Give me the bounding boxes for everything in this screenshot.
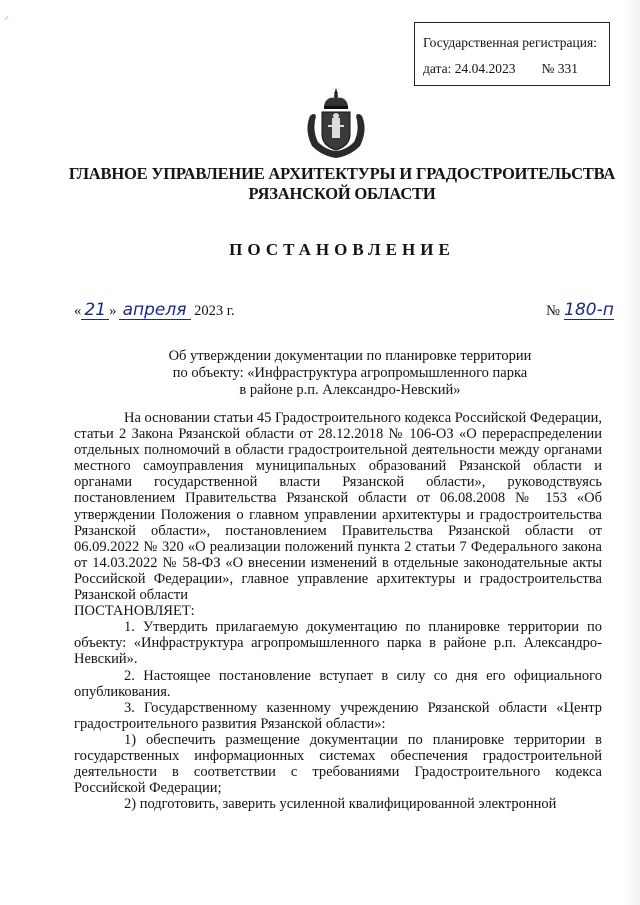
open-quote: «	[74, 303, 82, 319]
subject-line-3: в районе р.п. Александро-Невский»	[239, 382, 461, 398]
clause-1: 1. Утвердить прилагаемую документацию по планировке территории по объекту: «Инфраструктура агропромышленного парка в районе р.п. Александро-Невский».	[74, 619, 602, 668]
document-subject	[100, 348, 600, 399]
resolves-heading: ПОСТАНОВЛЯЕТ:	[74, 603, 195, 620]
handwritten-number: 180-п	[564, 300, 614, 320]
clause-3: 3. Государственному казенному учреждению Рязанской области «Центр градостроительного развития Рязанской области»:	[74, 699, 602, 732]
subject-line-2: по объекту: «Инфраструктура агропромышленного парка	[172, 365, 528, 381]
registration-number: № 331	[541, 61, 578, 76]
document-type-title: ПОСТАНОВЛЕНИЕ	[229, 240, 455, 259]
registration-date: дата: 24.04.2023	[423, 61, 516, 76]
organization-name	[50, 164, 634, 204]
handwritten-day: 21	[81, 301, 109, 320]
close-quote: »	[109, 303, 117, 319]
clause-2: 2. Настоящее постановление вступает в силу со дня его официального опубликования.	[74, 667, 602, 700]
registration-stamp	[414, 22, 610, 86]
number-label: №	[546, 303, 560, 319]
clause-3-item-1: 1) обеспечить размещение документации по планировке территории в государственных информационных системах обеспечения градостроительной деятельности в соответствии с требованиями Градостроительного кодекса Российской Федерации;	[74, 731, 602, 797]
organization-line-1: ГЛАВНОЕ УПРАВЛЕНИЕ АРХИТЕКТУРЫ И ГРАДОСТРОИТЕЛЬСТВА	[68, 164, 616, 183]
corner-mark-icon: ⸝	[4, 11, 9, 22]
document-body	[74, 410, 602, 812]
document-year: 2023 г.	[194, 303, 235, 319]
document-date	[74, 301, 235, 320]
document-number	[546, 301, 614, 320]
clause-3-item-2: 2) подготовить, заверить усиленной квалифицированной электронной	[124, 796, 557, 813]
registration-title: Государственная регистрация:	[423, 35, 597, 50]
preamble-paragraph: На основании статьи 45 Градостроительного кодекса Российской Федерации, статьи 2 Закона Рязанской области от 28.12.2018 № 106-ОЗ «О перераспределении отдельных полномочий в области градостроительной деятельности между органами местного самоуправления муниципальных образований Рязанской области и органами государственной власти Рязанской области», руководствуясь постановлением Правительства Рязанской области от 06.08.2008 № 153 «Об утверждении Положения о главном управлении архитектуры и градостроительства Рязанской области», постановлением Правительства Рязанской области от 06.09.2022 № 320 «О реализации положений пункта 2 статьи 7 Федерального закона от 14.03.2022 № 58-ФЗ «О внесении изменений в отдельные законодательные акты Российской Федерации», главное управление архитектуры и градостроительства Рязанской области	[74, 410, 602, 604]
handwritten-month: апреля	[119, 301, 191, 320]
organization-line-2: РЯЗАНСКОЙ ОБЛАСТИ	[248, 184, 436, 203]
registration-details	[423, 61, 605, 77]
subject-line-1: Об утверждении документации по планировке территории	[168, 348, 532, 364]
page-edge-shadow	[622, 0, 640, 905]
date-and-number-line	[74, 290, 614, 324]
coat-of-arms-icon	[300, 86, 372, 160]
